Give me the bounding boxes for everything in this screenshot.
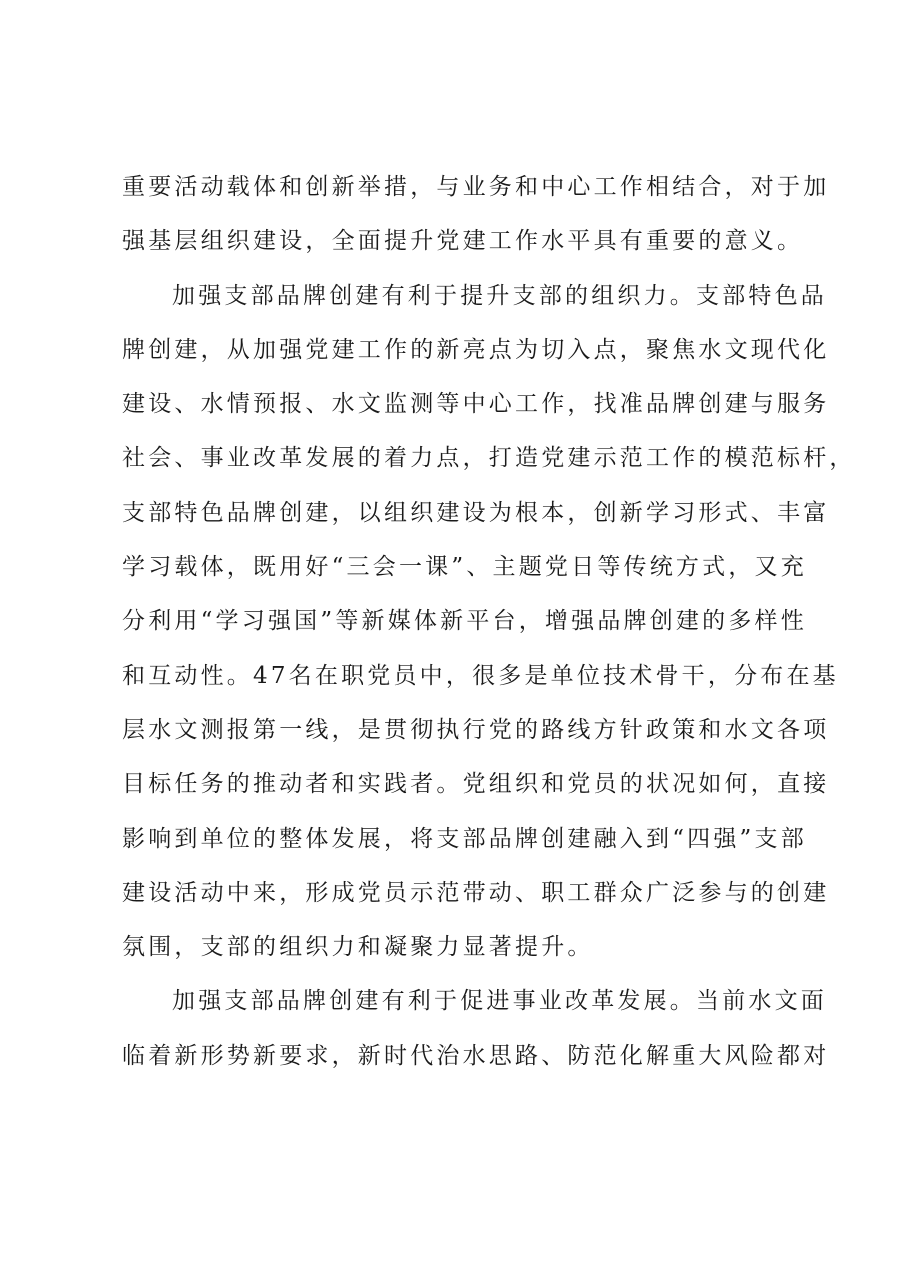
text-line: 社会、事业改革发展的着力点，打造党建示范工作的模范标杆， (122, 445, 856, 472)
text-line: 氛围，支部的组织力和凝聚力显著提升。 (122, 934, 594, 961)
document-body (122, 160, 856, 1083)
paragraph-start-line: 加强支部品牌创建有利于提升支部的组织力。支部特色品 (172, 282, 827, 309)
text-line: 和互动性。47名在职党员中，很多是单位技术骨干，分布在基 (122, 662, 839, 689)
text-line: 学习载体，既用好“三会一课”、主题党日等传统方式，又充 (122, 554, 807, 581)
text-line: 影响到单位的整体发展，将支部品牌创建融入到“四强”支部 (122, 825, 807, 852)
text-line: 强基层组织建设，全面提升党建工作水平具有重要的意义。 (122, 228, 804, 255)
text-line: 临着新形势新要求，新时代治水思路、防范化解重大风险都对 (122, 1042, 830, 1069)
text-line: 分利用“学习强国”等新媒体新平台，增强品牌创建的多样性 (122, 608, 807, 635)
text-line: 目标任务的推动者和实践者。党组织和党员的状况如何，直接 (122, 771, 830, 798)
text-line: 支部特色品牌创建，以组织建设为根本，创新学习形式、丰富 (122, 499, 830, 526)
text-line: 层水文测报第一线，是贯彻执行党的路线方针政策和水文各项 (122, 716, 830, 743)
text-line: 牌创建，从加强党建工作的新亮点为切入点，聚焦水文现代化 (122, 336, 830, 363)
text-line: 建设、水情预报、水文监测等中心工作，找准品牌创建与服务 (122, 391, 830, 418)
paragraph-start-line: 加强支部品牌创建有利于促进事业改革发展。当前水文面 (172, 988, 827, 1015)
text-line: 重要活动载体和创新举措，与业务和中心工作相结合，对于加 (122, 174, 830, 200)
text-line: 建设活动中来，形成党员示范带动、职工群众广泛参与的创建 (122, 879, 830, 906)
